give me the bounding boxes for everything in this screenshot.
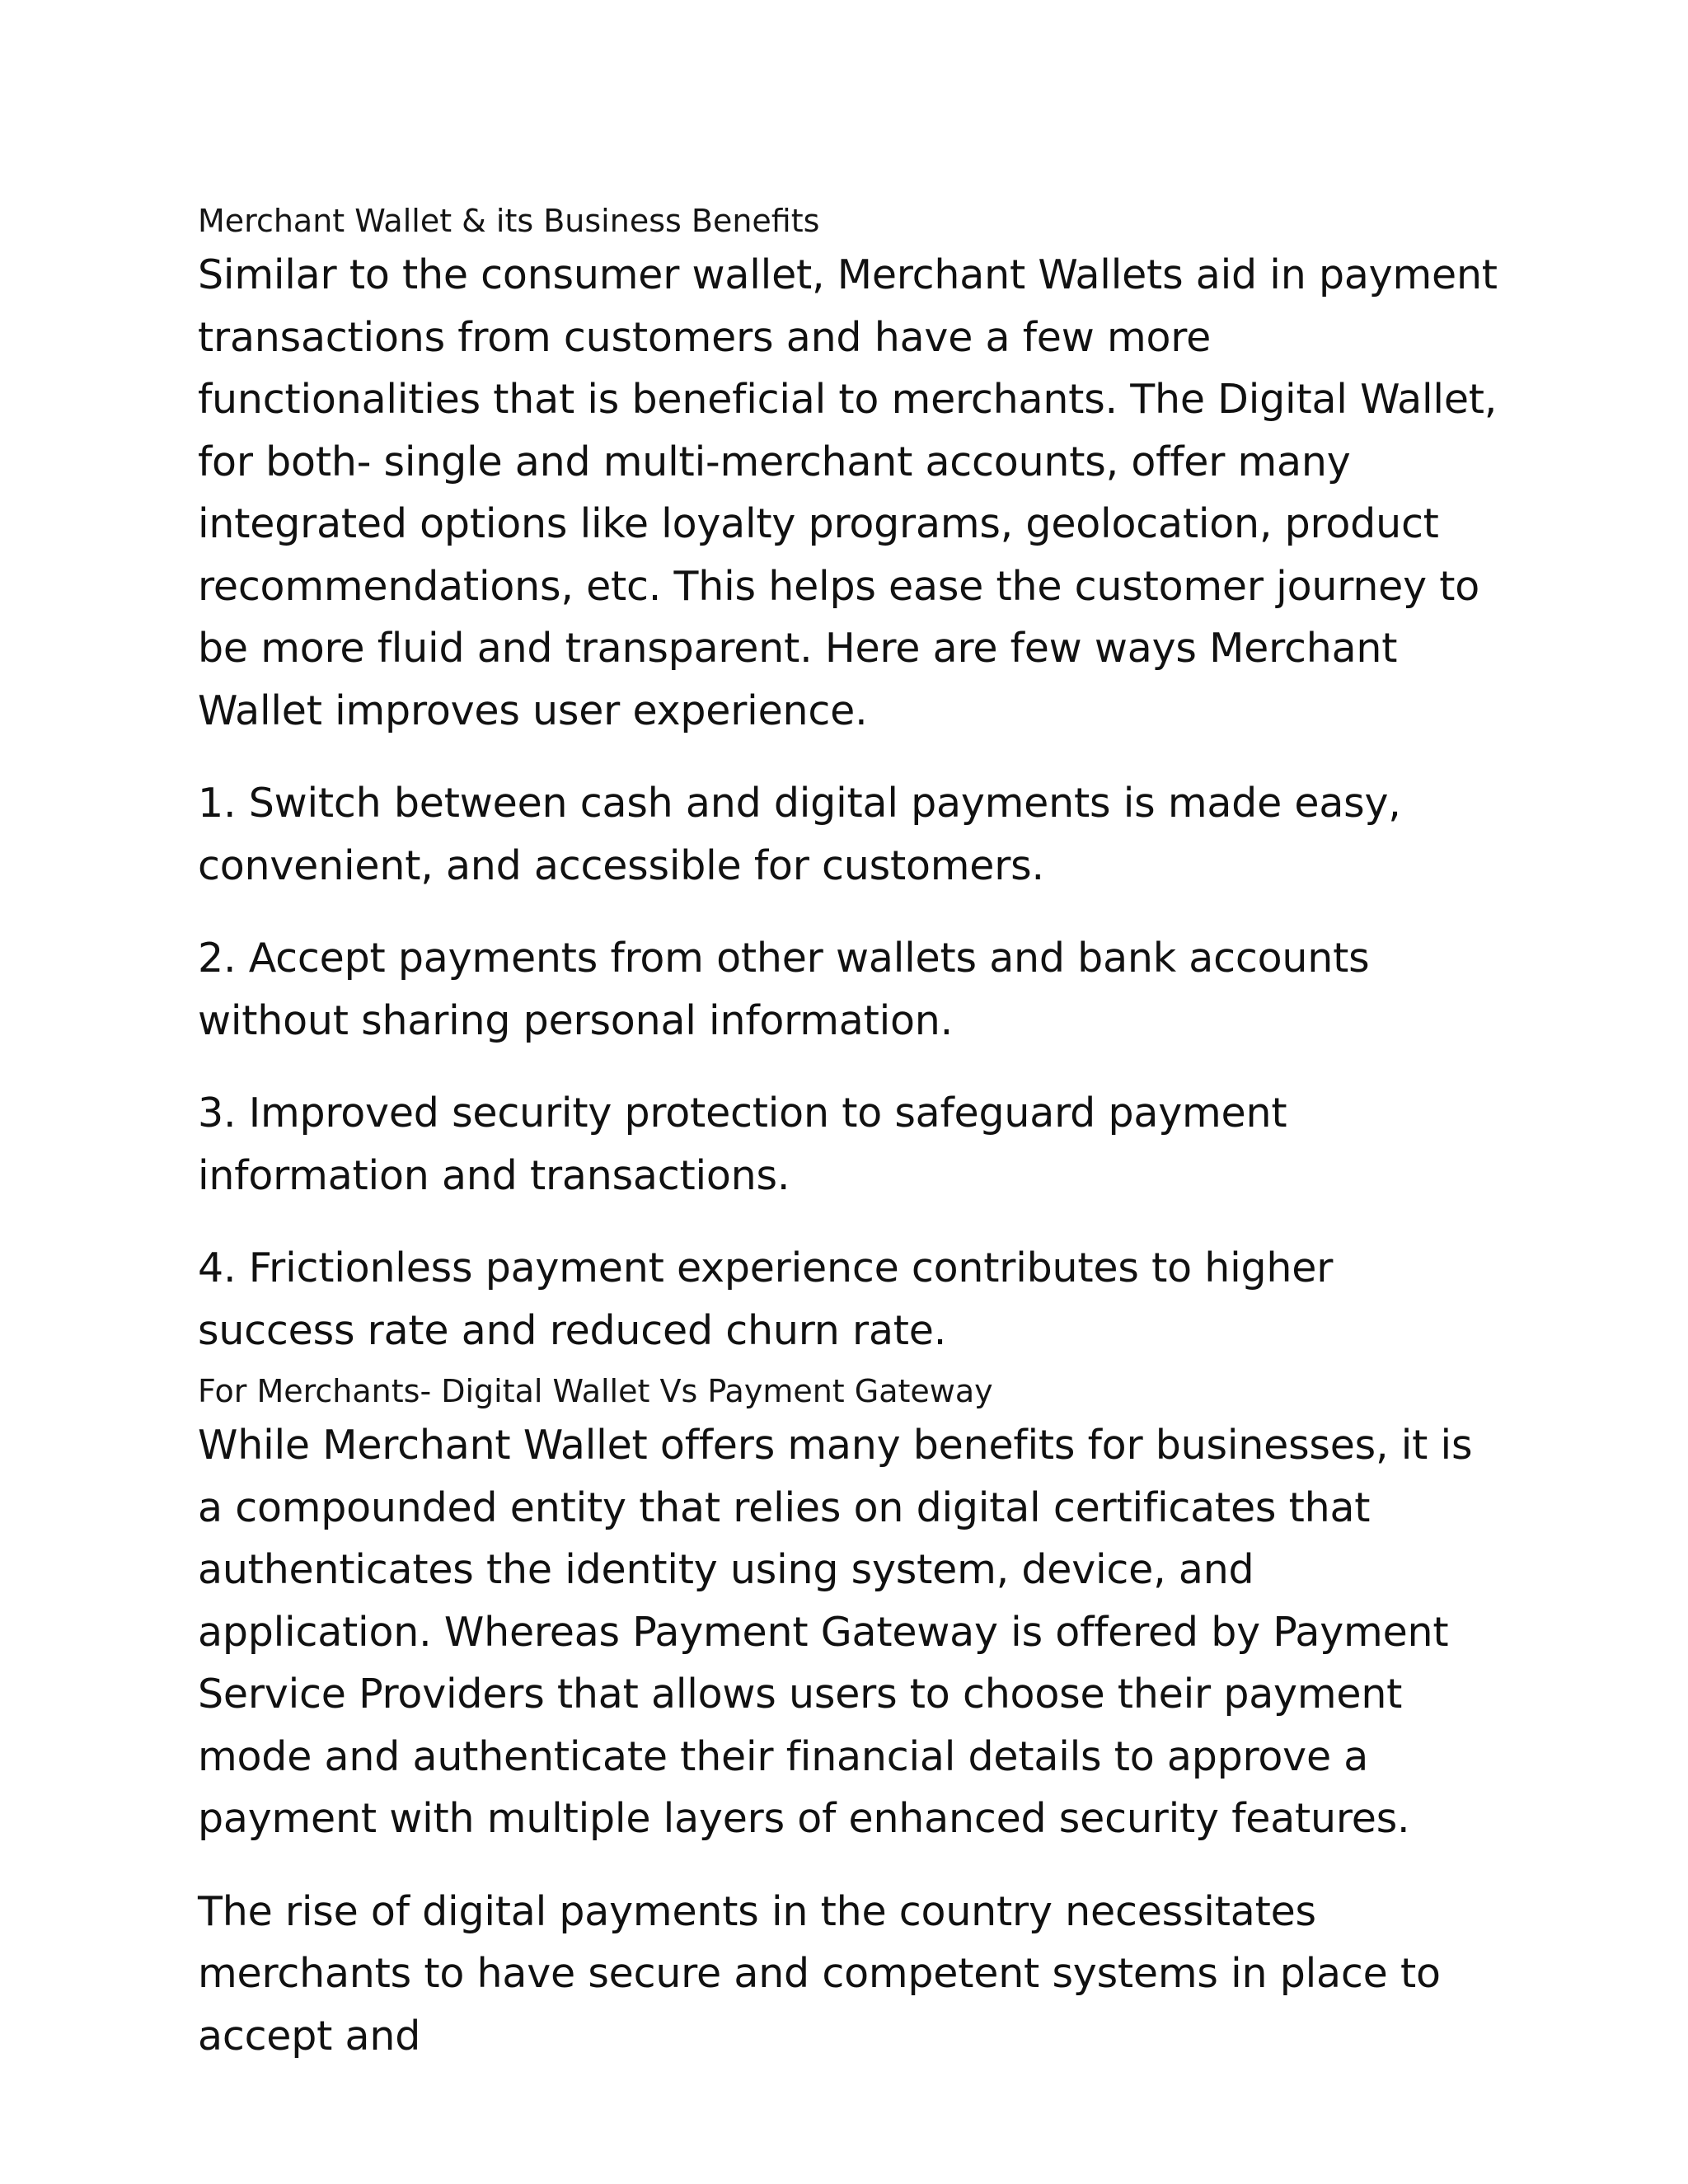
section-heading-merchant-wallet: Merchant Wallet & its Business Benefits	[198, 203, 820, 239]
closing-paragraph: The rise of digital payments in the country necessitates merchants to have secure and competent systems in place to accept and	[198, 1887, 1441, 2060]
list-item-4: 4. Frictionless payment experience contributes to higher success rate and reduced churn rate.	[198, 1244, 1334, 1354]
section-heading-wallet-vs-gateway: For Merchants- Digital Wallet Vs Payment Gateway	[198, 1373, 993, 1409]
intro-paragraph: Similar to the consumer wallet, Merchant Wallets aid in payment transactions from customers and have a few more functionalities that is beneficial to merchants. The Digital Wallet, for both- single and multi-merchant accounts, offer many integrated options like loyalty programs, geolocation, product recommendations, etc. This helps ease the customer journey to be more fluid and transparent. Here are few ways Merchant Wallet improves user experience.	[198, 251, 1498, 734]
list-item-1: 1. Switch between cash and digital payments is made easy, convenient, and accessible for customers.	[198, 780, 1401, 889]
list-item-3: 3. Improved security protection to safeguard payment information and transactions.	[198, 1090, 1287, 1199]
document-page	[198, 198, 1500, 2097]
list-item-2: 2. Accept payments from other wallets and bank accounts without sharing personal information.	[198, 935, 1370, 1044]
comparison-paragraph: While Merchant Wallet offers many benefits for businesses, it is a compounded entity that relies on digital certificates that authenticates the identity using system, device, and application. Whereas Payment Gateway is offered by Payment Service Providers that allows users to choose their payment mode and authenticate their financial details to approve a payment with multiple layers of enhanced security features.	[198, 1422, 1473, 1842]
